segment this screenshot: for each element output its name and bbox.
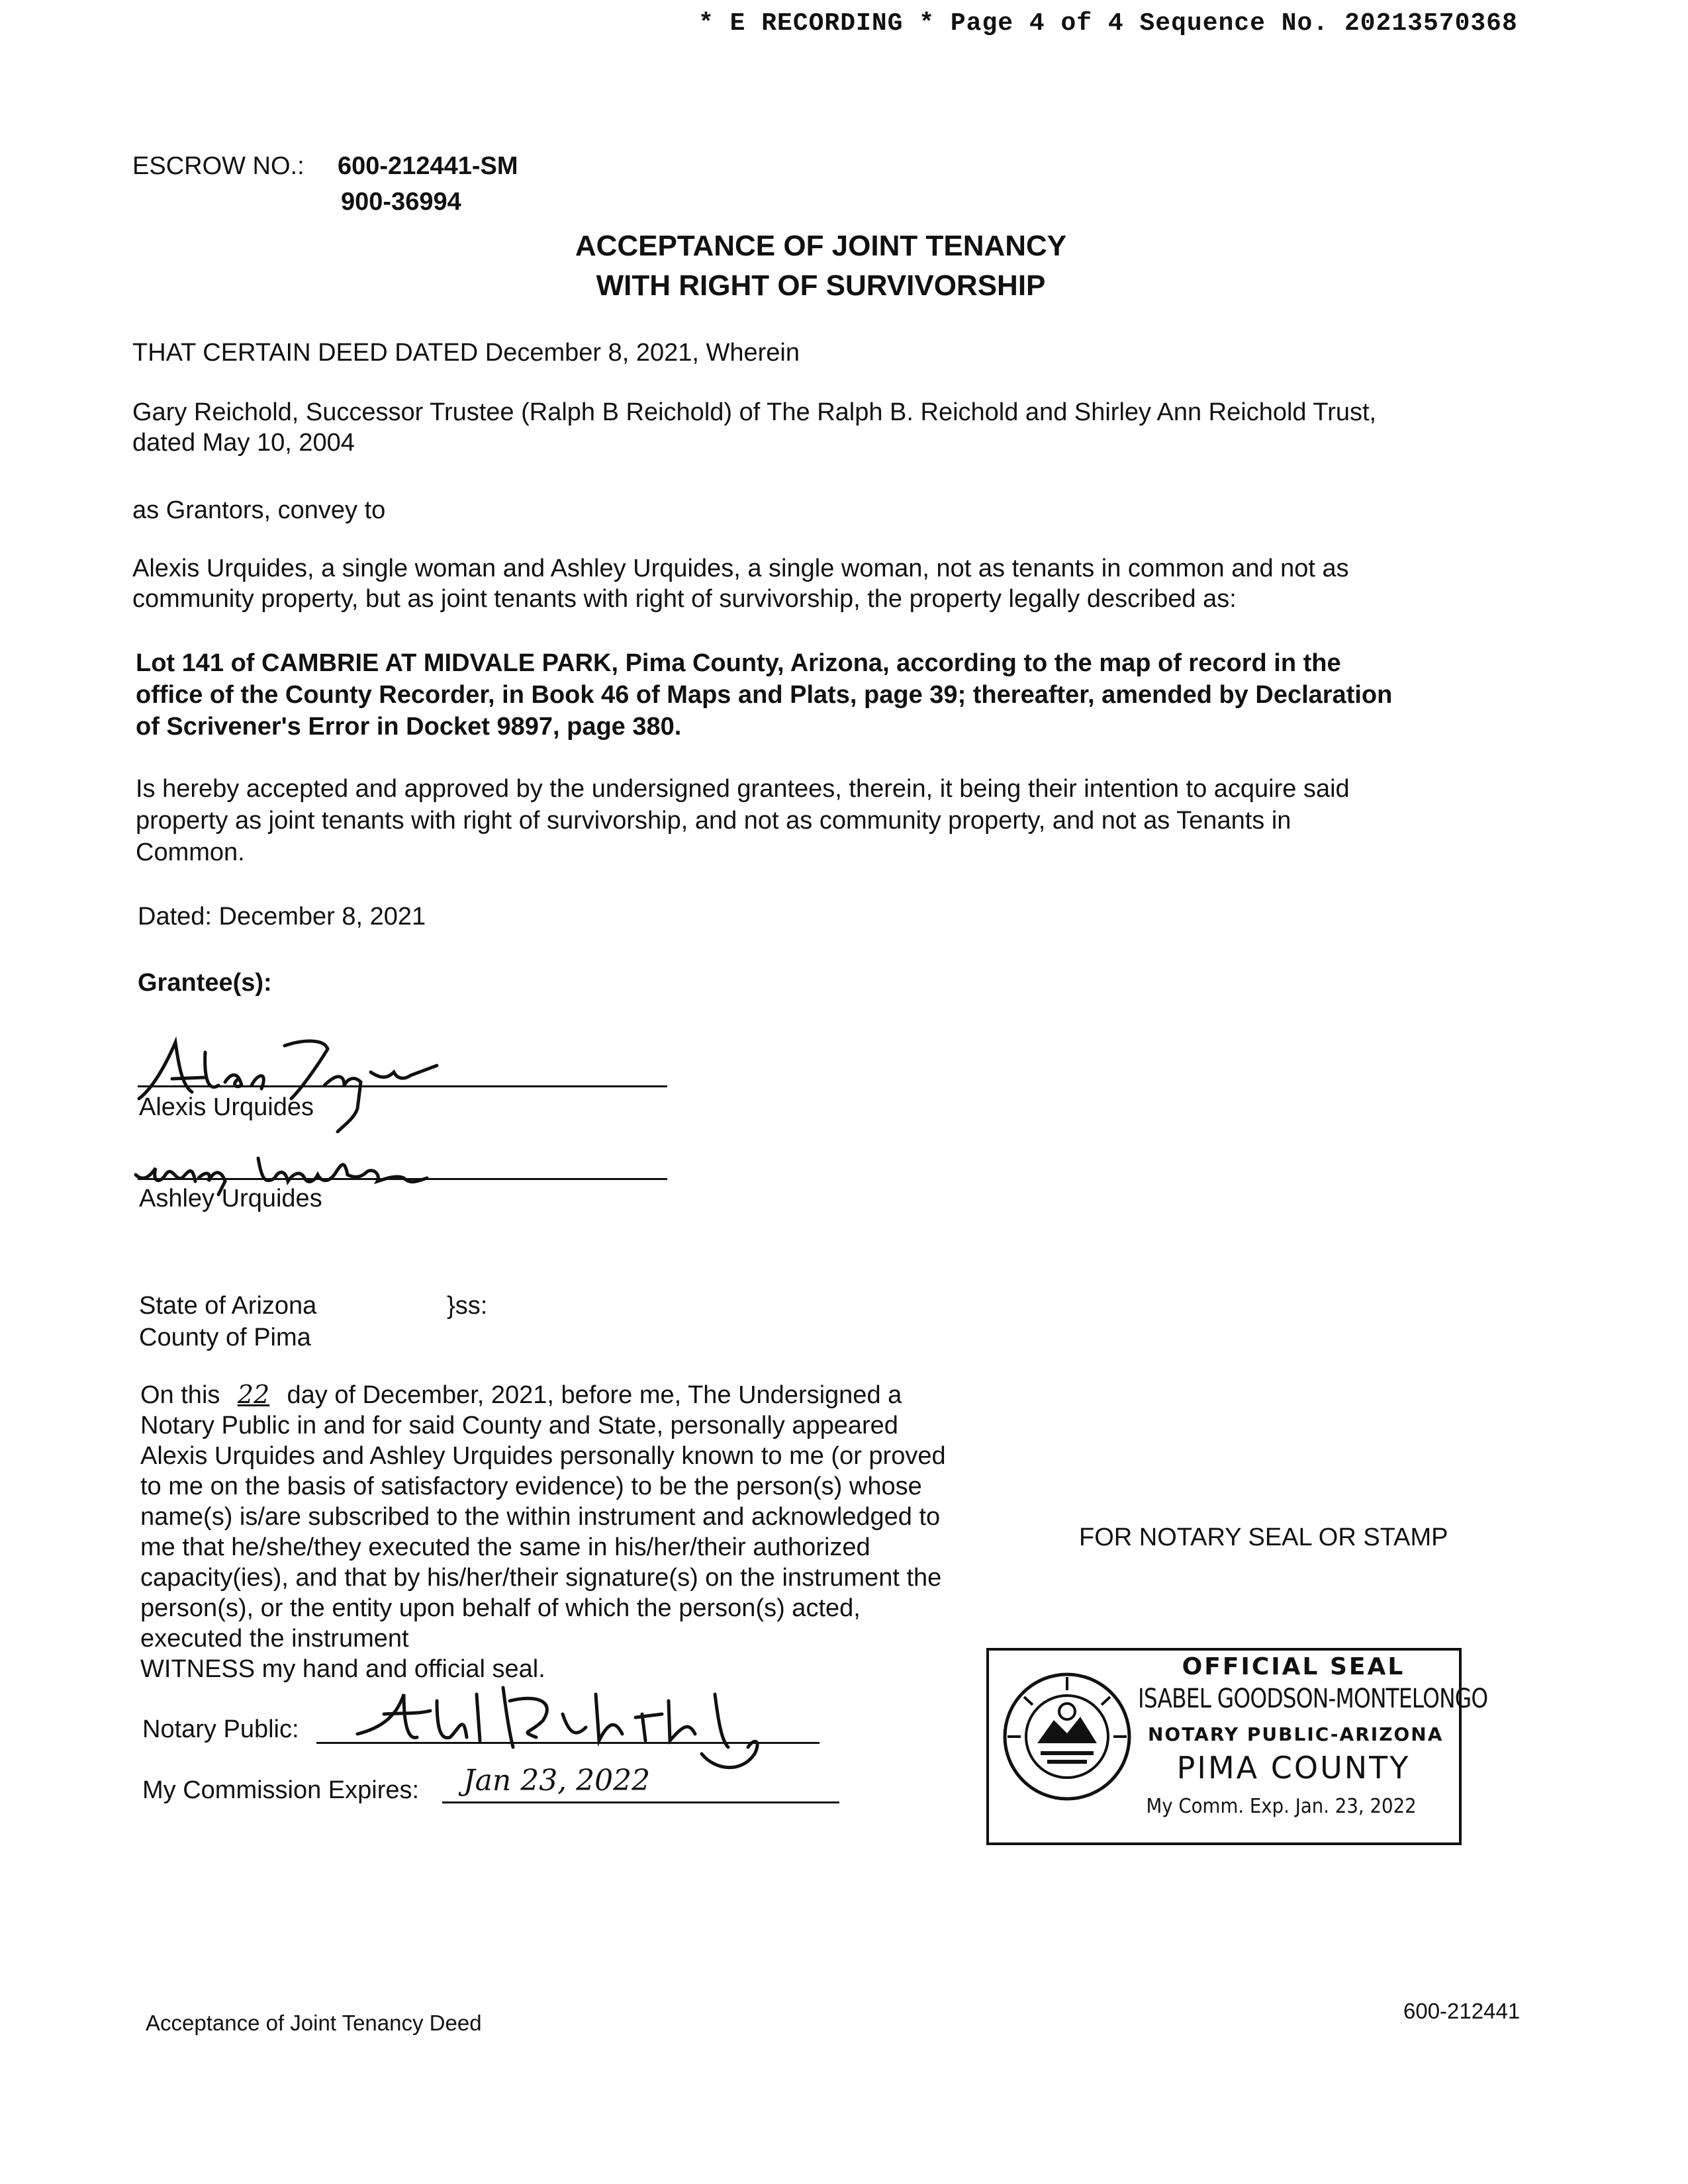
escrow-number-2: 900-36994 <box>341 188 461 216</box>
grantee-1-name: Alexis Urquides <box>139 1093 314 1121</box>
seal-notary-name: ISABEL GOODSON-MONTELONGO <box>1138 1684 1488 1714</box>
notary-line1-post: day of December, 2021, before me, The Undersigned a <box>287 1381 902 1409</box>
footer-document-name: Acceptance of Joint Tenancy Deed <box>146 2011 482 2035</box>
notary-line4: to me on the basis of satisfactory evidence) to be the person(s) whose <box>140 1473 922 1500</box>
notary-line9: executed the instrument <box>140 1625 409 1653</box>
legal-description-line1: Lot 141 of CAMBRIE AT MIDVALE PARK, Pima County, Arizona, according to the map of record in the <box>136 649 1341 677</box>
grantees-paragraph <box>132 553 1523 614</box>
grantor-paragraph <box>132 397 1523 458</box>
seal-official-text: OFFICIAL SEAL <box>1182 1653 1405 1680</box>
notary-line3: Alexis Urquides and Ashley Urquides personally known to me (or proved <box>140 1442 946 1470</box>
grantees-label: Grantee(s): <box>138 969 272 997</box>
document-title-line1: ACCEPTANCE OF JOINT TENANCY <box>575 230 1067 262</box>
notary-day-handwritten: 22 <box>237 1380 270 1409</box>
grantees-line1: Alexis Urquides, a single woman and Ashley Urquides, a single woman, not as tenants in common and not as <box>132 555 1349 582</box>
acceptance-paragraph <box>136 773 1526 868</box>
acceptance-line1: Is hereby accepted and approved by the undersigned grantees, therein, it being their intention to acquire said <box>136 775 1350 803</box>
venue-state: State of Arizona <box>139 1292 317 1320</box>
legal-description-line2: office of the County Recorder, in Book 46 of Maps and Plats, page 39; thereafter, amended by Declaration <box>136 681 1393 709</box>
notary-seal-stamp <box>986 1648 1488 1845</box>
notary-line8: person(s), or the entity upon behalf of which the person(s) acted, <box>140 1594 861 1622</box>
venue-county: County of Pima <box>139 1324 311 1351</box>
notary-line10: WITNESS my hand and official seal. <box>140 1655 545 1683</box>
legal-description <box>136 647 1526 743</box>
notary-seal-label: FOR NOTARY SEAL OR STAMP <box>1079 1524 1448 1551</box>
grantor-line2: dated May 10, 2004 <box>132 429 355 457</box>
deed-intro: THAT CERTAIN DEED DATED December 8, 2021, Wherein <box>132 339 800 367</box>
notary-line6: me that he/she/they executed the same in his/her/their authorized <box>140 1533 870 1561</box>
document-title-line2: WITH RIGHT OF SURVIVORSHIP <box>596 269 1046 302</box>
escrow-number-1: 600-212441-SM <box>338 152 518 180</box>
escrow-label: ESCROW NO.: <box>132 152 305 180</box>
legal-description-line3: of Scrivener's Error in Docket 9897, page 380. <box>136 713 682 741</box>
acceptance-line3: Common. <box>136 839 245 866</box>
notary-line5: name(s) is/are subscribed to the within instrument and acknowledged to <box>140 1503 941 1531</box>
venue-ss: }ss: <box>447 1292 488 1320</box>
recording-header: * E RECORDING * Page 4 of 4 Sequence No. 20213570368 <box>698 9 1518 38</box>
notary-line2: Notary Public in and for said County and State, personally appeared <box>140 1412 898 1439</box>
notary-public-label: Notary Public: <box>142 1715 299 1743</box>
grantor-line1: Gary Reichold, Successor Trustee (Ralph B Reichold) of The Ralph B. Reichold and Shirley Ann Reichold Trust, <box>132 398 1377 426</box>
commission-label: My Commission Expires: <box>142 1776 420 1804</box>
notary-acknowledgment <box>140 1379 1067 1684</box>
seal-county: PIMA COUNTY <box>1176 1750 1411 1786</box>
footer-escrow-number: 600-212441 <box>1403 1999 1521 2023</box>
seal-expiration: My Comm. Exp. Jan. 23, 2022 <box>1146 1795 1417 1818</box>
dated-line: Dated: December 8, 2021 <box>138 903 426 931</box>
arizona-state-seal-icon <box>1001 1670 1133 1803</box>
grantees-line2: community property, but as joint tenants with right of survivorship, the property legally described as: <box>132 585 1237 613</box>
notary-line7: capacity(ies), and that by his/her/their signature(s) on the instrument the <box>140 1564 942 1592</box>
acceptance-line2: property as joint tenants with right of survivorship, and not as community property, and not as Tenants in <box>136 807 1291 835</box>
notary-line1-pre: On this <box>140 1381 220 1409</box>
notary-line1 <box>140 1379 1067 1410</box>
grantee-2-name: Ashley Urquides <box>139 1185 322 1212</box>
commission-handwritten: Jan 23, 2022 <box>463 1764 651 1797</box>
commission-line <box>442 1801 839 1803</box>
convey-text: as Grantors, convey to <box>132 496 386 524</box>
seal-notary-role: NOTARY PUBLIC-ARIZONA <box>1148 1723 1444 1745</box>
